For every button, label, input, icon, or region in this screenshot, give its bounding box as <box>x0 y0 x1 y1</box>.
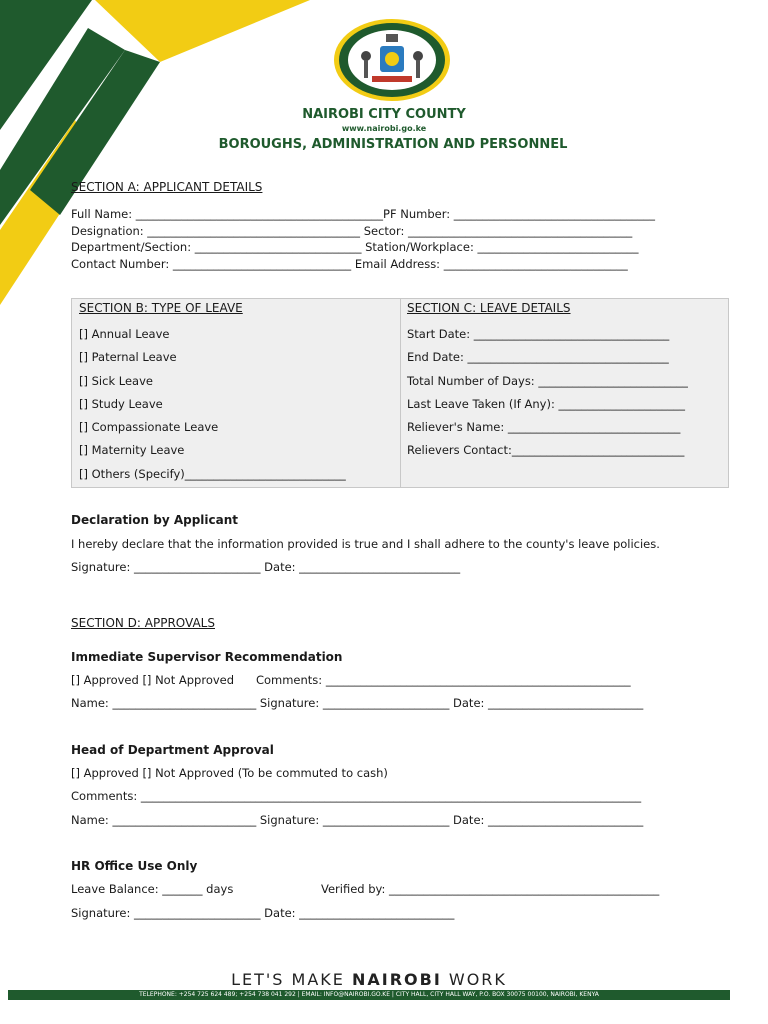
head-comments-field[interactable]: Comments: _______________________________________________________________________________________ <box>71 789 642 803</box>
org-name: NAIROBI CITY COUNTY <box>302 107 466 122</box>
supervisor-title: Immediate Supervisor Recommendation <box>71 650 343 664</box>
hr-title: HR Office Use Only <box>71 859 198 873</box>
full-name-field[interactable]: Full Name: ___________________________________________PF Number: ___________________________________ <box>71 207 656 221</box>
last-leave-field[interactable]: Last Leave Taken (If Any): ______________________ <box>407 397 685 411</box>
section-a-title: SECTION A: APPLICANT DETAILS <box>71 180 263 194</box>
footer-slogan <box>0 970 738 989</box>
hr-signature-field[interactable]: Signature: ______________________ Date: ___________________________ <box>71 906 455 920</box>
section-d-title: SECTION D: APPROVALS <box>71 616 215 630</box>
declaration-title: Declaration by Applicant <box>71 513 239 527</box>
start-date-field[interactable]: Start Date: __________________________________ <box>407 327 670 341</box>
leave-option-sick[interactable]: [] Sick Leave <box>79 374 153 388</box>
slogan-bold: NAIROBI <box>351 970 442 989</box>
contact-field[interactable]: Contact Number: _______________________________ Email Address: ________________________________ <box>71 257 628 271</box>
leave-option-compassionate[interactable]: [] Compassionate Leave <box>79 420 219 434</box>
table-divider <box>400 299 401 487</box>
section-c-title: SECTION C: LEAVE DETAILS <box>407 301 571 315</box>
verified-by-field[interactable]: Verified by: _______________________________________________ <box>321 882 660 896</box>
declaration-text: I hereby declare that the information provided is true and I shall adhere to the county's leave policies. <box>71 537 660 551</box>
slogan-pre: LET'S MAKE <box>231 970 352 989</box>
leave-table <box>71 298 729 488</box>
supervisor-status-field[interactable]: [] Approved [] Not Approved Comments: _____________________________________________________ <box>71 673 631 687</box>
footer-contact-bar: TELEPHONE: +254 725 624 489; +254 738 041 292 | EMAIL: INFO@NAIROBI.GO.KE | CITY HALL, CITY HALL WAY, P.O. BOX 30075 00100, NAIROBI, KENYA <box>8 990 730 1000</box>
supervisor-name-field[interactable]: Name: _________________________ Signature: ______________________ Date: ___________________________ <box>71 696 644 710</box>
leave-balance-field[interactable]: Leave Balance: _______ days <box>71 882 234 896</box>
head-title: Head of Department Approval <box>71 743 274 757</box>
website-link[interactable]: www.nairobi.go.ke <box>341 124 427 133</box>
leave-option-study[interactable]: [] Study Leave <box>79 397 163 411</box>
leave-option-annual[interactable]: [] Annual Leave <box>79 327 170 341</box>
reliever-name-field[interactable]: Reliever's Name: ______________________________ <box>407 420 681 434</box>
leave-option-others[interactable]: [] Others (Specify)____________________________ <box>79 467 346 481</box>
leave-option-maternity[interactable]: [] Maternity Leave <box>79 443 185 457</box>
designation-field[interactable]: Designation: _____________________________________ Sector: _______________________________________ <box>71 224 633 238</box>
section-b-title: SECTION B: TYPE OF LEAVE <box>79 301 243 315</box>
head-status-field[interactable]: [] Approved [] Not Approved (To be commuted to cash) <box>71 766 388 780</box>
department-field[interactable]: Department/Section: _____________________________ Station/Workplace: ____________________________ <box>71 240 639 254</box>
head-name-field[interactable]: Name: _________________________ Signature: ______________________ Date: ___________________________ <box>71 813 644 827</box>
department-title: BOROUGHS, ADMINISTRATION AND PERSONNEL <box>218 137 568 152</box>
county-emblem <box>332 18 452 102</box>
declaration-signature-field[interactable]: Signature: ______________________ Date: ____________________________ <box>71 560 461 574</box>
reliever-contact-field[interactable]: Relievers Contact:______________________________ <box>407 443 685 457</box>
slogan-post: WORK <box>441 970 507 989</box>
leave-option-paternal[interactable]: [] Paternal Leave <box>79 350 177 364</box>
end-date-field[interactable]: End Date: ___________________________________ <box>407 350 669 364</box>
total-days-field[interactable]: Total Number of Days: __________________________ <box>407 374 688 388</box>
